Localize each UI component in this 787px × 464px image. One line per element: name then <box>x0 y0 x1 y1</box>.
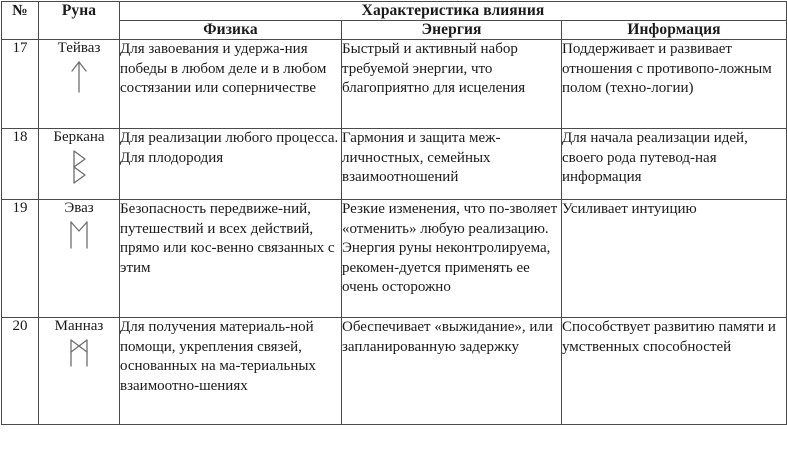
ehwaz-rune-icon <box>68 220 90 250</box>
table-sheet <box>0 1 787 464</box>
cell-energy: Резкие изменения, что по-зволяет «отменить» любую реализацию. Энергия руны неконтролируема, рекомен-дуется применять ее очень осторожно <box>342 200 562 318</box>
cell-information: Для начала реализации идей, своего рода путевод-ная информация <box>562 129 787 200</box>
rune-name-label: Манназ <box>54 318 104 334</box>
cell-physics: Безопасность передвиже-ний, путешествий и всех действий, прямо или кос-венно связанных с этим <box>120 200 342 318</box>
berkana-rune-icon <box>69 149 89 185</box>
rune-name-label: Беркана <box>53 129 105 145</box>
cell-number: 17 <box>2 40 39 129</box>
cell-rune <box>39 200 120 318</box>
table-body <box>2 40 787 425</box>
column-header-energy: Энергия <box>342 21 562 40</box>
column-header-information: Информация <box>562 21 787 40</box>
teiwaz-rune-icon <box>69 60 89 94</box>
column-header-rune-label: Руна <box>61 2 97 19</box>
header-row-sub <box>2 21 787 40</box>
table-row <box>2 318 787 425</box>
rune-characteristics-table <box>1 1 787 425</box>
cell-energy: Быстрый и активный набор требуемой энергии, что благоприятно для исцеления <box>342 40 562 129</box>
table-header <box>2 2 787 40</box>
column-header-group-influence: Характеристика влияния <box>120 2 787 21</box>
cell-number: 18 <box>2 129 39 200</box>
cell-information: Способствует развитию памяти и умственных способностей <box>562 318 787 425</box>
column-header-physics: Физика <box>120 21 342 40</box>
cell-rune <box>39 129 120 200</box>
cell-number: 19 <box>2 200 39 318</box>
table-row <box>2 129 787 200</box>
cell-energy: Обеспечивает «выжидание», или запланированную задержку <box>342 318 562 425</box>
rune-name-label: Тейваз <box>57 40 101 56</box>
rune-name-label: Эваз <box>64 200 94 216</box>
column-header-number-label: № <box>12 2 28 19</box>
table-row <box>2 200 787 318</box>
cell-energy: Гармония и защита меж-личностных, семейных взаимоотношений <box>342 129 562 200</box>
cell-rune <box>39 318 120 425</box>
header-row-group <box>2 2 787 21</box>
cell-information: Поддерживает и развивает отношения с противопо-ложным полом (техно-логии) <box>562 40 787 129</box>
cell-information: Усиливает интуицию <box>562 200 787 318</box>
column-header-number <box>2 2 39 40</box>
column-header-rune <box>39 2 120 40</box>
cell-physics: Для получения материаль-ной помощи, укрепления связей, основанных на ма-териальных взаимоотно-шениях <box>120 318 342 425</box>
cell-rune <box>39 40 120 129</box>
cell-number: 20 <box>2 318 39 425</box>
cell-physics: Для завоевания и удержа-ния победы в любом деле и в любом состязании или соперничестве <box>120 40 342 129</box>
mannaz-rune-icon <box>68 338 90 368</box>
cell-physics: Для реализации любого процесса. Для плодородия <box>120 129 342 200</box>
table-row <box>2 40 787 129</box>
